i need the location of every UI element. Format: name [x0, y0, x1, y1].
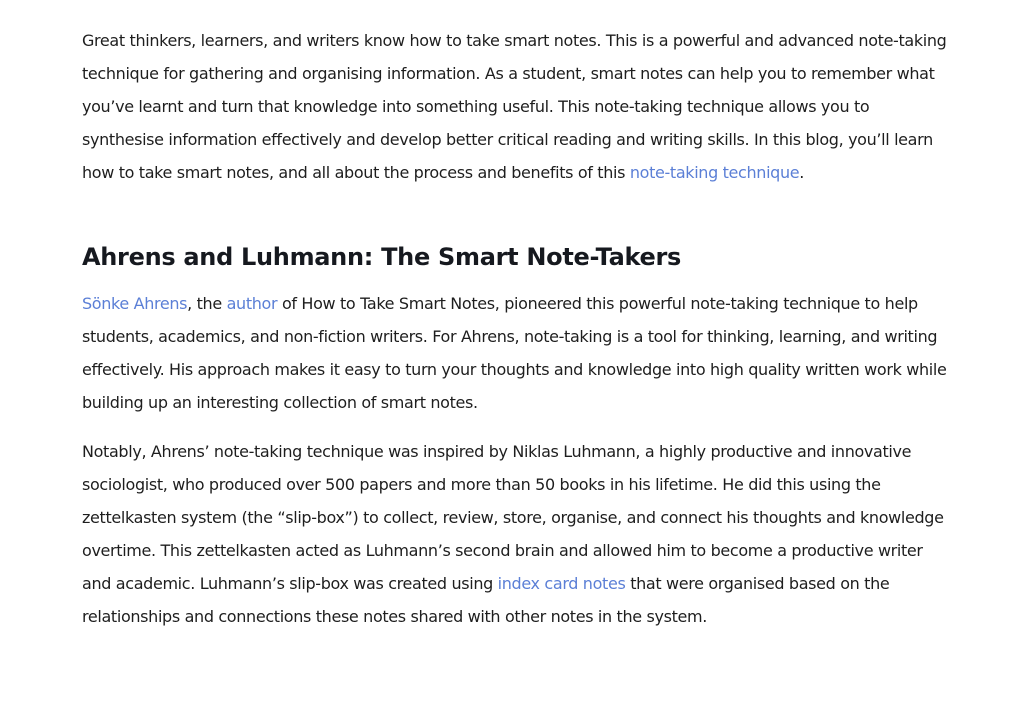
sonke-ahrens-link[interactable]: Sönke Ahrens	[82, 294, 188, 313]
ahrens-text-1: , the	[187, 294, 227, 313]
luhmann-text-1: Notably, Ahrens’ note-taking technique was inspired by Niklas Luhmann, a highly productive and innovative sociologist, who produced over 500 papers and more than 50 books in his lifetime. He did this using the zettelkasten system (the “slip-box”) to collect, review, store, organise, and connect his thoughts and knowledge overtime. This zettelkasten acted as Luhmann’s second brain and allowed him to become a productive writer and academic. Luhmann’s slip-box was created using	[82, 442, 944, 593]
ahrens-text-2: of How to Take Smart Notes, pioneered this powerful note-taking technique to help students, academics, and non-fiction writers. For Ahrens, note-taking is a tool for thinking, learning, and writing effectively. His approach makes it easy to turn your thoughts and knowledge into high quality written work while building up an interesting collection of smart notes.	[82, 294, 947, 412]
intro-text: Great thinkers, learners, and writers know how to take smart notes. This is a powerful and advanced note-taking technique for gathering and organising information. As a student, smart notes can help you to remember what you’ve learnt and turn that knowledge into something useful. This note-taking technique allows you to synthesise information effectively and develop better critical reading and writing skills. In this blog, you’ll learn how to take smart notes, and all about the process and benefits of this	[82, 31, 947, 182]
page-scrollbar[interactable]	[1012, 0, 1024, 706]
article-body	[82, 24, 952, 649]
luhmann-paragraph	[82, 435, 952, 633]
intro-end: .	[799, 163, 805, 182]
section-heading: Ahrens and Luhmann: The Smart Note-Takers	[82, 243, 681, 271]
note-taking-technique-link[interactable]: note-taking technique	[629, 163, 800, 182]
luhmann-text-2: that were organised based on the relationships and connections these notes shared with other notes in the system.	[82, 574, 890, 626]
author-link[interactable]: author	[226, 294, 278, 313]
index-card-notes-link[interactable]: index card notes	[497, 574, 626, 593]
intro-paragraph	[82, 24, 952, 189]
ahrens-paragraph	[82, 287, 952, 419]
